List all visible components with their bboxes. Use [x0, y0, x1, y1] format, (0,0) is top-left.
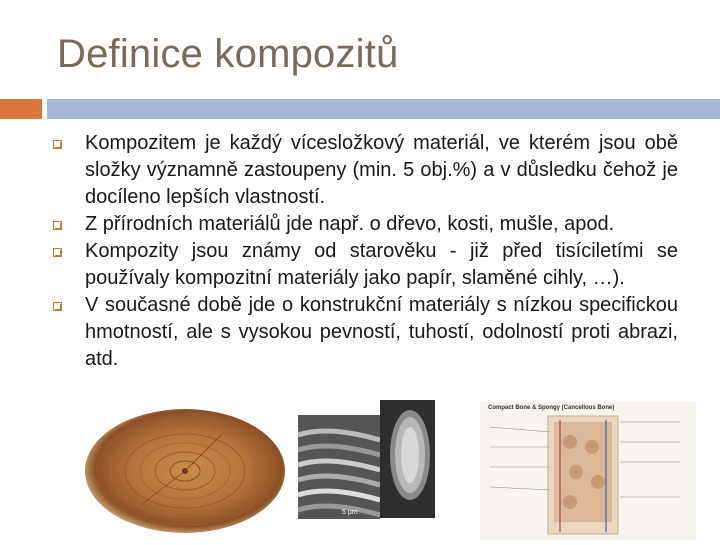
micrograph-fibers-image [298, 415, 380, 519]
bullet-item [53, 211, 678, 238]
bullet-item [53, 292, 678, 373]
square-bullet-icon [53, 221, 62, 230]
accent-bar-orange [0, 99, 42, 119]
bullet-list [53, 130, 678, 373]
accent-bar-blue [47, 99, 720, 119]
slide-title: Definice kompozitů [57, 32, 399, 76]
bullet-item [53, 238, 678, 292]
scale-label: 5 µm [342, 509, 358, 516]
bone-structure-diagram [480, 402, 696, 540]
wood-cross-section-image [81, 405, 291, 535]
diagram-caption: Compact Bone & Spongy (Cancellous Bone) [488, 405, 615, 411]
square-bullet-icon [53, 248, 62, 257]
square-bullet-icon [53, 302, 62, 311]
bullet-text: Z přírodních materiálů jde např. o dřevo, kosti, mušle, apod. [85, 213, 615, 235]
square-bullet-icon [53, 140, 62, 149]
micrograph-shell-image [380, 400, 435, 518]
bullet-text: Kompozity jsou známy od starověku - již před tisíciletími se používaly kompozitní materiály jako papír, slaměné cihly, …). [85, 240, 678, 289]
bullet-text: Kompozitem je každý vícesložkový materiál, ve kterém jsou obě složky významně zastoupeny (min. 5 obj.%) a v důsledku čehož je docíleno lepších vlastností. [85, 132, 678, 208]
bullet-text: V současné době jde o konstrukční materiály s nízkou specifickou hmotností, ale s vysokou pevností, tuhostí, odolností proti abrazi, atd. [85, 294, 678, 370]
bullet-item [53, 130, 678, 211]
